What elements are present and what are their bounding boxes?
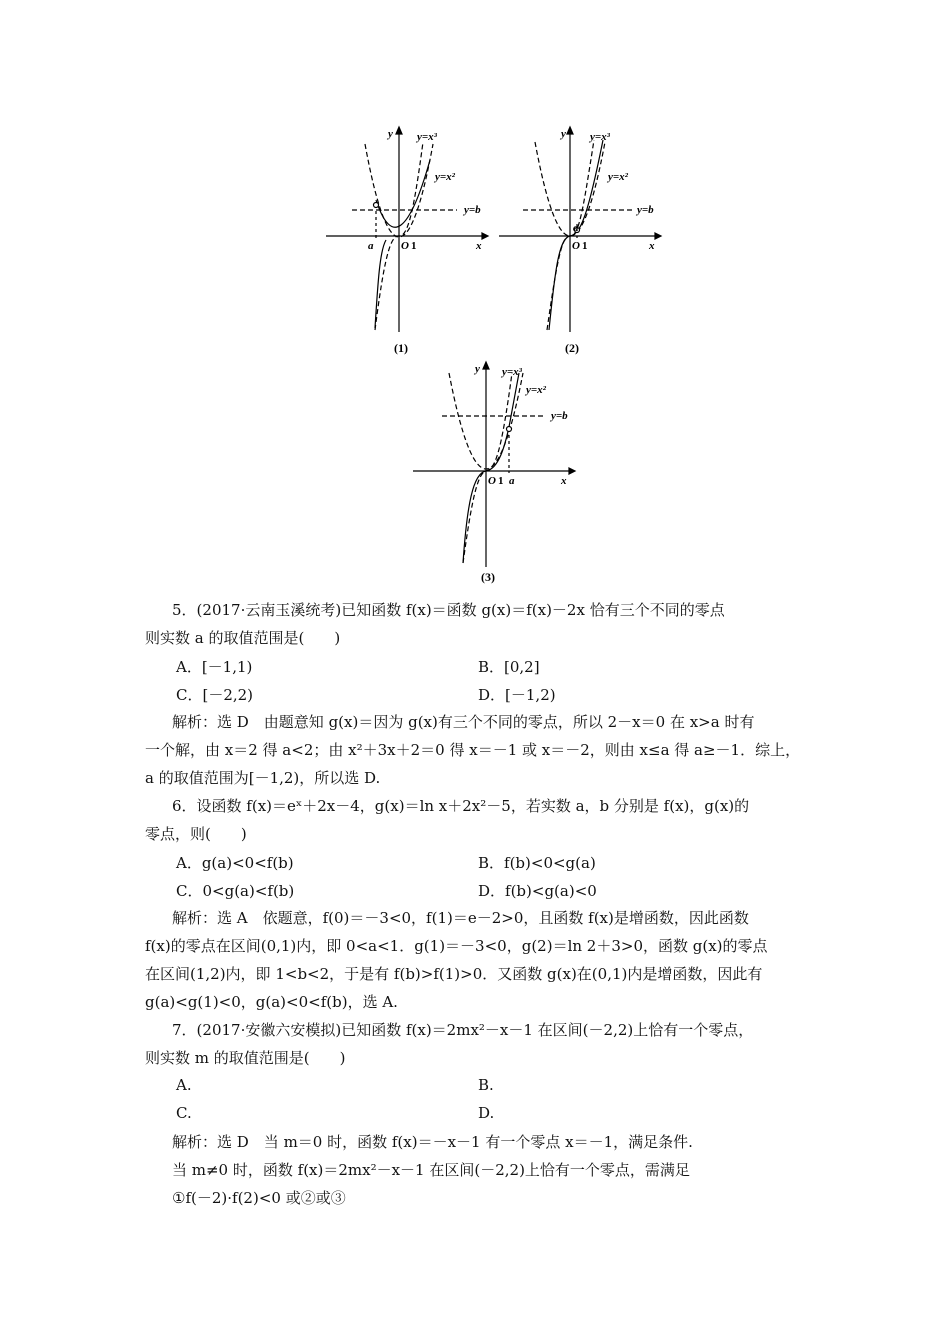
intersection-marker [374,203,379,208]
q7-analysis-1: 解析：选 D 当 m＝0 时，函数 f(x)＝－x－1 有一个零点 x＝－1，满足条件. [172,1133,693,1151]
y-axis-arrow [483,362,489,369]
q7-option-a: A. [176,1076,192,1094]
cubic-solid-left [375,240,386,328]
label-square: y=x² [526,384,546,396]
y-axis-arrow [567,127,573,134]
q6-option-a: A．g(a)<0<f(b) [176,854,294,872]
intersection-marker [507,427,512,432]
figure-caption: (3) [481,570,495,584]
q7-option-d: D. [478,1104,495,1122]
label-one: 1 [498,475,504,487]
x-axis-arrow [482,233,488,239]
cubic-dashed [463,373,512,563]
label-one: 1 [582,240,588,252]
q6-analysis-2: f(x)的零点在区间(0,1)内，即 0<a<1．g(1)＝－3<0，g(2)＝ln 2＋3>0，函数 g(x)的零点 [145,937,768,955]
label-b: y=b [464,204,481,216]
q6-option-d: D．f(b)<g(a)<0 [478,882,597,900]
figure-3 [409,355,579,590]
q5-option-b: B．[0,2] [478,658,540,676]
label-x: x [476,240,482,252]
figure-caption: (2) [565,341,579,355]
q7-stem-1: 7．(2017·安徽六安模拟)已知函数 f(x)＝2mx²－x－1 在区间(－2,2)上恰有一个零点， [172,1021,754,1039]
q5-option-c: C．[－2,2) [176,686,254,704]
q7-option-c: C. [176,1104,192,1122]
label-y: y [561,128,566,140]
q5-stem-2: 则实数 a 的取值范围是( ) [145,629,341,647]
label-x: x [561,475,567,487]
label-origin: O [572,240,580,252]
q6-option-c: C．0<g(a)<f(b) [176,882,295,900]
label-y: y [388,128,393,140]
label-origin: O [401,240,409,252]
q5-analysis-1: 解析：选 D 由题意知 g(x)＝因为 g(x)有三个不同的零点，所以 2－x＝0 在 x>a 时有 [172,713,755,731]
q7-analysis-3: ①f(－2)·f(2)<0 或②或③ [172,1189,346,1207]
q5-option-a: A．[－1,1) [176,658,253,676]
q5-option-d: D．[－1,2) [478,686,556,704]
label-square: y=x² [608,171,628,183]
q6-option-b: B．f(b)<0<g(a) [478,854,596,872]
q5-analysis-2: 一个解，由 x＝2 得 a<2；由 x²＋3x＋2＝0 得 x＝－1 或 x＝－2，则由 x≤a 得 a≥－1．综上， [145,741,801,759]
q6-stem-1: 6．设函数 f(x)＝eˣ＋2x－4，g(x)＝ln x＋2x²－5，若实数 a，b 分别是 f(x)，g(x)的 [172,797,750,815]
q7-stem-2: 则实数 m 的取值范围是( ) [145,1049,346,1067]
label-a: a [573,222,579,234]
label-x: x [649,240,655,252]
q5-analysis-3: a 的取值范围为[－1,2)，所以选 D. [145,769,381,787]
x-axis-arrow [569,468,575,474]
label-square: y=x² [435,171,455,183]
label-one: 1 [411,240,417,252]
q6-stem-2: 零点，则( ) [145,825,247,843]
x-axis-arrow [655,233,661,239]
q7-option-b: B. [478,1076,494,1094]
label-y: y [475,363,480,375]
label-cubic: y=x³ [502,366,522,378]
q7-analysis-2: 当 m≠0 时，函数 f(x)＝2mx²－x－1 在区间(－2,2)上恰有一个零点，需满足 [172,1161,690,1179]
q6-analysis-4: g(a)<g(1)<0，g(a)<0<f(b)，选 A. [145,993,398,1011]
label-origin: O [488,475,496,487]
cubic-solid [463,373,519,563]
label-a: a [509,475,515,487]
cubic-solid [549,140,603,330]
figure-1 [322,120,492,360]
label-b: y=b [551,410,568,422]
figure-caption: (1) [394,341,408,355]
q6-analysis-1: 解析：选 A 依题意，f(0)＝－3<0，f(1)＝e－2>0，且函数 f(x)是增函数，因此函数 [172,909,749,927]
q6-analysis-3: 在区间(1,2)内，即 1<b<2，于是有 f(b)>f(1)>0．又函数 g(x)在(0,1)内是增函数，因此有 [145,965,763,983]
figure-2 [495,120,665,360]
y-axis-arrow [396,127,402,134]
q5-stem-1: 5．(2017·云南玉溪统考)已知函数 f(x)＝函数 g(x)＝f(x)－2x 恰有三个不同的零点 [172,601,725,619]
label-cubic: y=x³ [417,131,437,143]
label-cubic: y=x³ [590,131,610,143]
label-a: a [368,240,374,252]
label-b: y=b [637,204,654,216]
